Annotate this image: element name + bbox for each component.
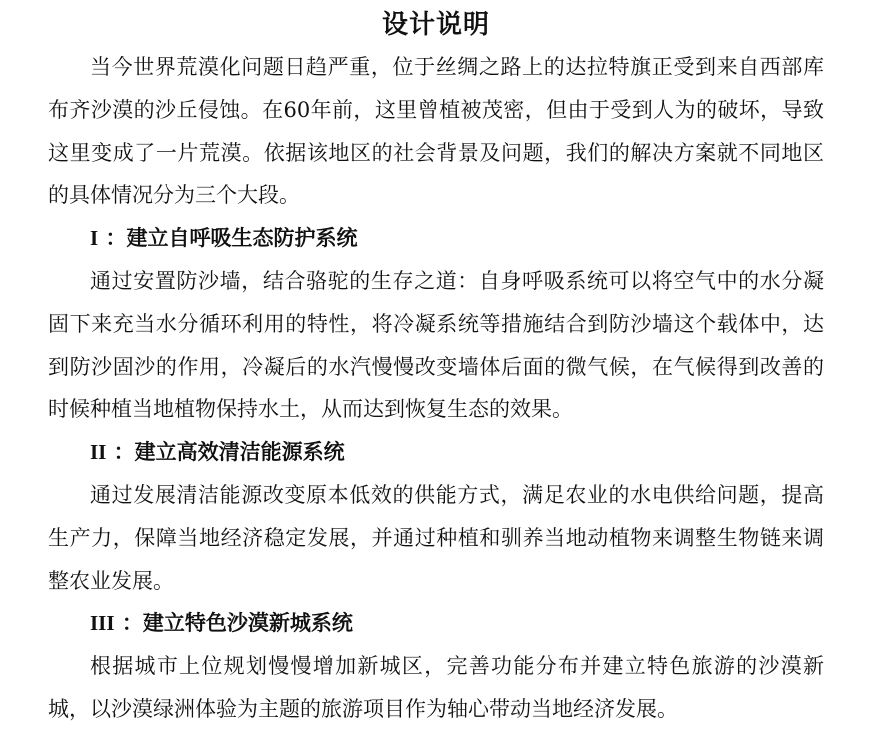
- section-numeral-1: I: [90, 226, 99, 251]
- section-title-2: 建立高效清洁能源系统: [134, 439, 345, 465]
- section-heading-1: [48, 217, 824, 260]
- section-numeral-3: III: [90, 611, 115, 636]
- section-heading-2: [48, 431, 824, 474]
- section-separator-3: ：: [114, 610, 143, 636]
- intro-paragraph: 当今世界荒漠化问题日趋严重，位于丝绸之路上的达拉特旗正受到来自西部库布齐沙漠的沙丘侵蚀。在60年前，这里曾植被茂密，但由于受到人为的破坏，导致这里变成了一片荒漠。依据该地区的社会背景及问题，我们的解决方案就不同地区的具体情况分为三个大段。: [48, 55, 824, 208]
- document-title: 设计说明: [381, 10, 490, 40]
- section-numeral-2: II: [90, 440, 107, 465]
- section-body-2: 通过发展清洁能源改变原本低效的供能方式，满足农业的水电供给问题，提高生产力，保障当地经济稳定发展，并通过种植和驯养当地动植物来调整生物链来调整农业发展。: [48, 482, 824, 593]
- section-body-1: 通过安置防沙墙，结合骆驼的生存之道：自身呼吸系统可以将空气中的水分凝固下来充当水分循环利用的特性，将冷凝系统等措施结合到防沙墙这个载体中，达到防沙固沙的作用，冷凝后的水汽慢慢改变墙体后面的微气候，在气候得到改善的时候种植当地植物保持水土，从而达到恢复生态的效果。: [48, 268, 824, 422]
- section-separator-2: ：: [106, 439, 135, 465]
- section-title-1: 建立自呼吸生态防护系统: [126, 225, 358, 251]
- section-body-3: 根据城市上位规划慢慢增加新城区，完善功能分布并建立特色旅游的沙漠新城，以沙漠绿洲体验为主题的旅游项目作为轴心带动当地经济发展。: [48, 654, 824, 721]
- section-heading-3: [48, 602, 824, 645]
- section-separator-1: ：: [98, 225, 127, 251]
- section-title-3: 建立特色沙漠新城系统: [142, 610, 353, 636]
